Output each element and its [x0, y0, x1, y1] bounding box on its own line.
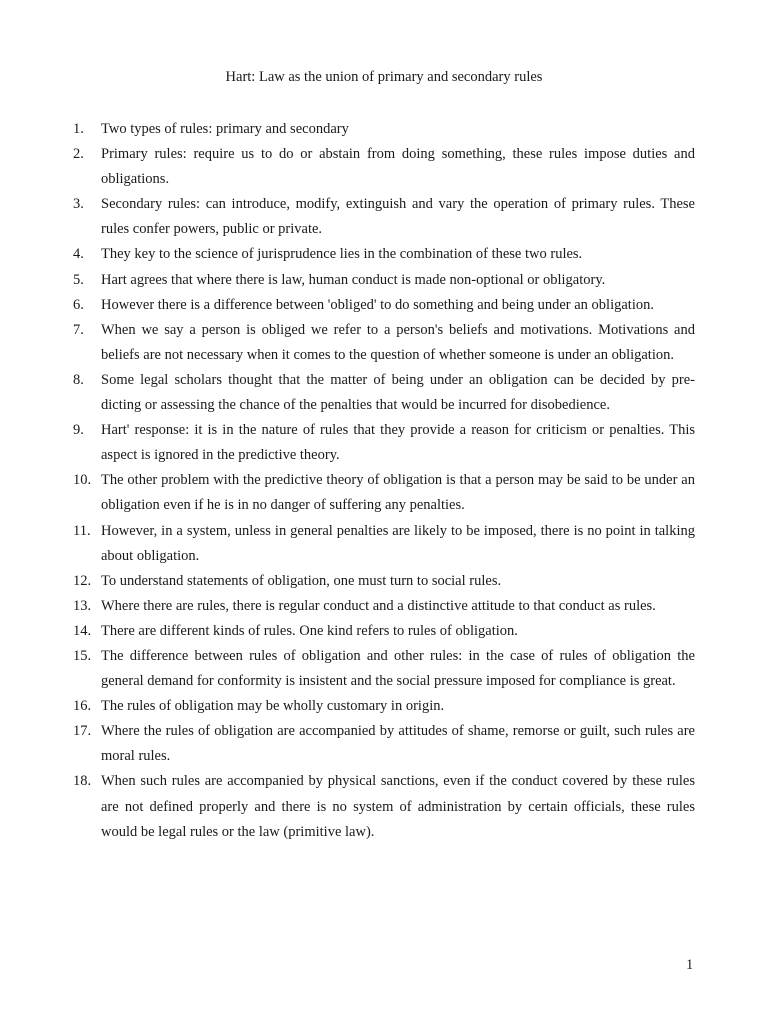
list-item-text: The other problem with the predictive theory of obligation is that a person may be said to be under an obligation even if he is in no danger of suffering any penalties.: [101, 472, 695, 514]
list-item-number: 2.: [73, 146, 84, 163]
list-item-number: 5.: [73, 271, 84, 288]
list-item: [0, 694, 768, 719]
list-item-text: To understand statements of obligation, one must turn to social rules.: [101, 572, 502, 589]
list-item-text: However there is a difference between 'obliged' to do something and being under an obligation.: [101, 296, 654, 313]
list-item: [0, 242, 768, 267]
list-item-text: There are different kinds of rules. One kind refers to rules of obligation.: [101, 622, 518, 639]
list-item-text: They key to the science of jurisprudence lies in the combination of these two rules.: [101, 246, 583, 263]
list-item: [0, 293, 768, 318]
list-item-number: 10.: [73, 472, 92, 489]
list-item-text: Secondary rules: can introduce, modify, extinguish and vary the operation of primary rules. These rules confer powers, public or private.: [101, 196, 695, 238]
rules-list: [0, 117, 768, 845]
list-item-text: However, in a system, unless in general penalties are likely to be imposed, there is no point in talking about obligation.: [101, 522, 695, 564]
list-item: [0, 519, 768, 569]
page-number: 1: [686, 957, 694, 973]
list-item-number: 7.: [73, 321, 84, 338]
list-item-number: 6.: [73, 296, 84, 313]
list-item-number: 11.: [73, 522, 91, 539]
list-item: [0, 468, 768, 518]
list-item-number: 14.: [73, 622, 92, 639]
list-item: [0, 192, 768, 242]
list-item-number: 13.: [73, 597, 92, 614]
list-item-number: 8.: [73, 371, 84, 388]
list-item-text: Hart agrees that where there is law, human conduct is made non-optional or obligatory.: [101, 271, 606, 288]
list-item-text: Some legal scholars thought that the matter of being under an obligation can be decided by pre-dicting or assessing the chance of the penalties that would be incurred for disobedience.: [101, 371, 695, 414]
list-item-text: Where the rules of obligation are accompanied by attitudes of shame, remorse or guilt, such rules are moral rules.: [101, 723, 695, 765]
list-item-text: Hart' response: it is in the nature of rules that they provide a reason for criticism or penalties. This aspect is ignored in the predictive theory.: [101, 422, 695, 464]
list-item-number: 9.: [73, 422, 84, 439]
list-item-number: 3.: [73, 196, 84, 213]
list-item: [0, 769, 768, 844]
list-item-number: 17.: [73, 723, 92, 740]
list-item-number: 12.: [73, 572, 92, 589]
list-item-text: The difference between rules of obligation and other rules: in the case of rules of obligation the general demand for conformity is insistent and the social pressure imposed for compliance is great.: [101, 647, 695, 690]
list-item-number: 4.: [73, 246, 84, 263]
list-item: [0, 594, 768, 619]
list-item: [0, 569, 768, 594]
list-item: [0, 318, 768, 368]
list-item-text: Where there are rules, there is regular conduct and a distinctive attitude to that conduct as rules.: [101, 597, 656, 614]
list-item-number: 18.: [73, 773, 92, 790]
list-item-text: Primary rules: require us to do or abstain from doing something, these rules impose duties and obligations.: [101, 146, 695, 188]
list-item-text: Two types of rules: primary and secondary: [101, 121, 349, 137]
document-title: Hart: Law as the union of primary and secondary rules: [225, 69, 543, 85]
list-item: [0, 117, 768, 142]
list-item: [0, 644, 768, 694]
list-item-text: The rules of obligation may be wholly customary in origin.: [101, 698, 445, 715]
list-item-text: When we say a person is obliged we refer to a person's beliefs and motivations. Motivations and beliefs are not necessary when it comes to the question of whether someone is under an obligation.: [101, 321, 695, 363]
list-item: [0, 268, 768, 293]
list-item: [0, 142, 768, 192]
list-item: [0, 368, 768, 418]
list-item: [0, 418, 768, 468]
list-item-number: 16.: [73, 698, 92, 715]
list-item-number: 1.: [73, 121, 84, 137]
list-item-number: 15.: [73, 647, 92, 664]
list-item-text: When such rules are accompanied by physical sanctions, even if the conduct covered by these rules are not defined properly and there is no system of administration by certain officials, these rules would be legal rules or the law (primitive law).: [101, 773, 695, 840]
list-item: [0, 619, 768, 644]
list-item: [0, 719, 768, 769]
